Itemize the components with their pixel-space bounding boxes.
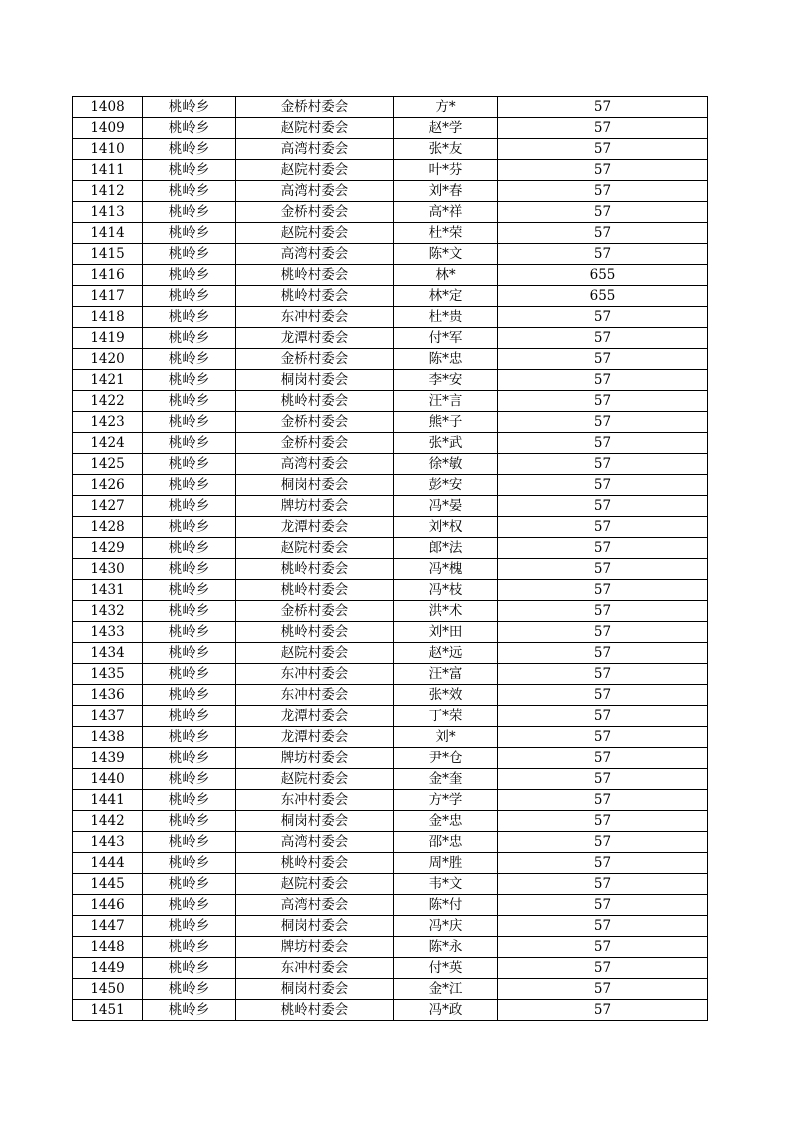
person-name-cell: 汪*富: [394, 664, 498, 685]
table-row: [73, 916, 708, 937]
village-committee-cell: 金桥村委会: [236, 202, 394, 223]
table-row: [73, 370, 708, 391]
amount-cell: 57: [498, 937, 708, 958]
person-name-cell: 彭*安: [394, 475, 498, 496]
table-row: [73, 265, 708, 286]
amount-cell: 57: [498, 244, 708, 265]
township-cell: 桃岭乡: [143, 643, 236, 664]
township-cell: 桃岭乡: [143, 1000, 236, 1021]
amount-cell: 57: [498, 601, 708, 622]
serial-number-cell: 1436: [73, 685, 143, 706]
village-committee-cell: 桐岗村委会: [236, 979, 394, 1000]
township-cell: 桃岭乡: [143, 706, 236, 727]
serial-number-cell: 1432: [73, 601, 143, 622]
person-name-cell: 冯*枝: [394, 580, 498, 601]
township-cell: 桃岭乡: [143, 748, 236, 769]
serial-number-cell: 1418: [73, 307, 143, 328]
person-name-cell: 方*: [394, 97, 498, 118]
village-committee-cell: 桃岭村委会: [236, 1000, 394, 1021]
person-name-cell: 赵*学: [394, 118, 498, 139]
serial-number-cell: 1442: [73, 811, 143, 832]
township-cell: 桃岭乡: [143, 370, 236, 391]
serial-number-cell: 1414: [73, 223, 143, 244]
township-cell: 桃岭乡: [143, 580, 236, 601]
table-row: [73, 769, 708, 790]
serial-number-cell: 1448: [73, 937, 143, 958]
village-committee-cell: 桃岭村委会: [236, 265, 394, 286]
village-committee-cell: 龙潭村委会: [236, 517, 394, 538]
table-row: [73, 979, 708, 1000]
person-name-cell: 郎*法: [394, 538, 498, 559]
village-committee-cell: 赵院村委会: [236, 769, 394, 790]
person-name-cell: 邵*忠: [394, 832, 498, 853]
township-cell: 桃岭乡: [143, 223, 236, 244]
amount-cell: 57: [498, 97, 708, 118]
village-committee-cell: 桐岗村委会: [236, 811, 394, 832]
village-committee-cell: 赵院村委会: [236, 874, 394, 895]
person-name-cell: 冯*政: [394, 1000, 498, 1021]
township-cell: 桃岭乡: [143, 391, 236, 412]
village-committee-cell: 桐岗村委会: [236, 475, 394, 496]
serial-number-cell: 1409: [73, 118, 143, 139]
serial-number-cell: 1411: [73, 160, 143, 181]
serial-number-cell: 1444: [73, 853, 143, 874]
amount-cell: 57: [498, 538, 708, 559]
township-cell: 桃岭乡: [143, 454, 236, 475]
village-committee-cell: 桃岭村委会: [236, 580, 394, 601]
village-committee-cell: 赵院村委会: [236, 643, 394, 664]
township-cell: 桃岭乡: [143, 412, 236, 433]
amount-cell: 57: [498, 139, 708, 160]
township-cell: 桃岭乡: [143, 538, 236, 559]
amount-cell: 57: [498, 517, 708, 538]
township-cell: 桃岭乡: [143, 664, 236, 685]
serial-number-cell: 1428: [73, 517, 143, 538]
amount-cell: 57: [498, 391, 708, 412]
serial-number-cell: 1451: [73, 1000, 143, 1021]
table-row: [73, 832, 708, 853]
serial-number-cell: 1429: [73, 538, 143, 559]
person-name-cell: 刘*春: [394, 181, 498, 202]
amount-cell: 57: [498, 664, 708, 685]
serial-number-cell: 1441: [73, 790, 143, 811]
table-row: [73, 622, 708, 643]
serial-number-cell: 1447: [73, 916, 143, 937]
person-name-cell: 徐*敏: [394, 454, 498, 475]
serial-number-cell: 1425: [73, 454, 143, 475]
village-committee-cell: 金桥村委会: [236, 601, 394, 622]
village-committee-cell: 桐岗村委会: [236, 916, 394, 937]
table-row: [73, 706, 708, 727]
person-name-cell: 洪*术: [394, 601, 498, 622]
person-name-cell: 方*学: [394, 790, 498, 811]
village-committee-cell: 金桥村委会: [236, 412, 394, 433]
amount-cell: 57: [498, 223, 708, 244]
person-name-cell: 林*定: [394, 286, 498, 307]
person-name-cell: 金*奎: [394, 769, 498, 790]
serial-number-cell: 1445: [73, 874, 143, 895]
amount-cell: 57: [498, 979, 708, 1000]
serial-number-cell: 1413: [73, 202, 143, 223]
township-cell: 桃岭乡: [143, 181, 236, 202]
village-committee-cell: 桃岭村委会: [236, 391, 394, 412]
serial-number-cell: 1446: [73, 895, 143, 916]
amount-cell: 57: [498, 958, 708, 979]
amount-cell: 57: [498, 307, 708, 328]
amount-cell: 57: [498, 790, 708, 811]
serial-number-cell: 1426: [73, 475, 143, 496]
township-cell: 桃岭乡: [143, 118, 236, 139]
person-name-cell: 冯*槐: [394, 559, 498, 580]
serial-number-cell: 1437: [73, 706, 143, 727]
township-cell: 桃岭乡: [143, 685, 236, 706]
village-committee-cell: 赵院村委会: [236, 160, 394, 181]
amount-cell: 57: [498, 433, 708, 454]
village-committee-cell: 高湾村委会: [236, 139, 394, 160]
table-row: [73, 517, 708, 538]
village-committee-cell: 牌坊村委会: [236, 937, 394, 958]
township-cell: 桃岭乡: [143, 286, 236, 307]
serial-number-cell: 1435: [73, 664, 143, 685]
roster-table-body: [73, 97, 708, 1021]
person-name-cell: 熊*子: [394, 412, 498, 433]
amount-cell: 57: [498, 643, 708, 664]
township-cell: 桃岭乡: [143, 139, 236, 160]
table-row: [73, 139, 708, 160]
township-cell: 桃岭乡: [143, 496, 236, 517]
village-committee-cell: 高湾村委会: [236, 181, 394, 202]
amount-cell: 57: [498, 202, 708, 223]
person-name-cell: 赵*远: [394, 643, 498, 664]
table-row: [73, 937, 708, 958]
person-name-cell: 陈*文: [394, 244, 498, 265]
person-name-cell: 冯*晏: [394, 496, 498, 517]
township-cell: 桃岭乡: [143, 979, 236, 1000]
table-row: [73, 118, 708, 139]
village-committee-cell: 东冲村委会: [236, 685, 394, 706]
village-committee-cell: 龙潭村委会: [236, 328, 394, 349]
table-row: [73, 244, 708, 265]
village-committee-cell: 牌坊村委会: [236, 496, 394, 517]
person-name-cell: 金*忠: [394, 811, 498, 832]
table-row: [73, 328, 708, 349]
table-row: [73, 538, 708, 559]
amount-cell: 57: [498, 412, 708, 433]
village-committee-cell: 高湾村委会: [236, 895, 394, 916]
amount-cell: 57: [498, 811, 708, 832]
village-committee-cell: 金桥村委会: [236, 433, 394, 454]
table-row: [73, 559, 708, 580]
table-row: [73, 223, 708, 244]
table-row: [73, 391, 708, 412]
table-row: [73, 349, 708, 370]
table-row: [73, 748, 708, 769]
table-row: [73, 454, 708, 475]
amount-cell: 57: [498, 118, 708, 139]
person-name-cell: 尹*仓: [394, 748, 498, 769]
table-row: [73, 1000, 708, 1021]
serial-number-cell: 1408: [73, 97, 143, 118]
serial-number-cell: 1416: [73, 265, 143, 286]
person-name-cell: 张*效: [394, 685, 498, 706]
table-row: [73, 202, 708, 223]
table-row: [73, 181, 708, 202]
township-cell: 桃岭乡: [143, 475, 236, 496]
table-row: [73, 685, 708, 706]
village-committee-cell: 牌坊村委会: [236, 748, 394, 769]
serial-number-cell: 1450: [73, 979, 143, 1000]
village-committee-cell: 东冲村委会: [236, 664, 394, 685]
person-name-cell: 杜*荣: [394, 223, 498, 244]
serial-number-cell: 1433: [73, 622, 143, 643]
table-row: [73, 874, 708, 895]
township-cell: 桃岭乡: [143, 202, 236, 223]
table-row: [73, 643, 708, 664]
table-row: [73, 727, 708, 748]
serial-number-cell: 1419: [73, 328, 143, 349]
person-name-cell: 汪*言: [394, 391, 498, 412]
serial-number-cell: 1421: [73, 370, 143, 391]
amount-cell: 57: [498, 874, 708, 895]
person-name-cell: 张*武: [394, 433, 498, 454]
village-committee-cell: 赵院村委会: [236, 223, 394, 244]
person-name-cell: 韦*文: [394, 874, 498, 895]
village-committee-cell: 金桥村委会: [236, 349, 394, 370]
township-cell: 桃岭乡: [143, 811, 236, 832]
amount-cell: 655: [498, 265, 708, 286]
village-committee-cell: 赵院村委会: [236, 538, 394, 559]
person-name-cell: 付*英: [394, 958, 498, 979]
village-committee-cell: 金桥村委会: [236, 97, 394, 118]
serial-number-cell: 1449: [73, 958, 143, 979]
village-committee-cell: 桃岭村委会: [236, 286, 394, 307]
village-committee-cell: 东冲村委会: [236, 958, 394, 979]
serial-number-cell: 1424: [73, 433, 143, 454]
township-cell: 桃岭乡: [143, 433, 236, 454]
table-row: [73, 958, 708, 979]
township-cell: 桃岭乡: [143, 832, 236, 853]
serial-number-cell: 1434: [73, 643, 143, 664]
amount-cell: 655: [498, 286, 708, 307]
table-row: [73, 496, 708, 517]
township-cell: 桃岭乡: [143, 727, 236, 748]
amount-cell: 57: [498, 160, 708, 181]
person-name-cell: 张*友: [394, 139, 498, 160]
serial-number-cell: 1422: [73, 391, 143, 412]
township-cell: 桃岭乡: [143, 937, 236, 958]
township-cell: 桃岭乡: [143, 160, 236, 181]
serial-number-cell: 1440: [73, 769, 143, 790]
table-row: [73, 790, 708, 811]
person-name-cell: 李*安: [394, 370, 498, 391]
table-row: [73, 307, 708, 328]
amount-cell: 57: [498, 580, 708, 601]
amount-cell: 57: [498, 475, 708, 496]
township-cell: 桃岭乡: [143, 958, 236, 979]
township-cell: 桃岭乡: [143, 349, 236, 370]
amount-cell: 57: [498, 832, 708, 853]
table-row: [73, 97, 708, 118]
township-cell: 桃岭乡: [143, 265, 236, 286]
village-committee-cell: 高湾村委会: [236, 244, 394, 265]
person-name-cell: 杜*贵: [394, 307, 498, 328]
person-name-cell: 周*胜: [394, 853, 498, 874]
serial-number-cell: 1443: [73, 832, 143, 853]
amount-cell: 57: [498, 916, 708, 937]
amount-cell: 57: [498, 853, 708, 874]
township-cell: 桃岭乡: [143, 853, 236, 874]
village-committee-cell: 龙潭村委会: [236, 706, 394, 727]
township-cell: 桃岭乡: [143, 244, 236, 265]
serial-number-cell: 1439: [73, 748, 143, 769]
person-name-cell: 付*军: [394, 328, 498, 349]
table-row: [73, 433, 708, 454]
township-cell: 桃岭乡: [143, 916, 236, 937]
serial-number-cell: 1415: [73, 244, 143, 265]
amount-cell: 57: [498, 496, 708, 517]
person-name-cell: 刘*田: [394, 622, 498, 643]
township-cell: 桃岭乡: [143, 769, 236, 790]
village-committee-cell: 赵院村委会: [236, 118, 394, 139]
village-committee-cell: 桃岭村委会: [236, 622, 394, 643]
person-name-cell: 金*江: [394, 979, 498, 1000]
serial-number-cell: 1417: [73, 286, 143, 307]
person-name-cell: 冯*庆: [394, 916, 498, 937]
table-row: [73, 160, 708, 181]
township-cell: 桃岭乡: [143, 895, 236, 916]
township-cell: 桃岭乡: [143, 97, 236, 118]
person-name-cell: 陈*忠: [394, 349, 498, 370]
serial-number-cell: 1423: [73, 412, 143, 433]
table-row: [73, 895, 708, 916]
person-name-cell: 林*: [394, 265, 498, 286]
table-row: [73, 853, 708, 874]
table-row: [73, 412, 708, 433]
amount-cell: 57: [498, 622, 708, 643]
village-committee-cell: 高湾村委会: [236, 832, 394, 853]
village-committee-cell: 东冲村委会: [236, 307, 394, 328]
serial-number-cell: 1412: [73, 181, 143, 202]
township-cell: 桃岭乡: [143, 559, 236, 580]
table-row: [73, 286, 708, 307]
village-committee-cell: 桃岭村委会: [236, 559, 394, 580]
serial-number-cell: 1410: [73, 139, 143, 160]
township-cell: 桃岭乡: [143, 328, 236, 349]
village-committee-cell: 桃岭村委会: [236, 853, 394, 874]
amount-cell: 57: [498, 454, 708, 475]
amount-cell: 57: [498, 685, 708, 706]
township-cell: 桃岭乡: [143, 601, 236, 622]
township-cell: 桃岭乡: [143, 622, 236, 643]
serial-number-cell: 1427: [73, 496, 143, 517]
amount-cell: 57: [498, 1000, 708, 1021]
serial-number-cell: 1420: [73, 349, 143, 370]
township-cell: 桃岭乡: [143, 517, 236, 538]
person-name-cell: 刘*: [394, 727, 498, 748]
village-committee-cell: 高湾村委会: [236, 454, 394, 475]
person-name-cell: 高*祥: [394, 202, 498, 223]
table-row: [73, 580, 708, 601]
person-name-cell: 陈*付: [394, 895, 498, 916]
person-name-cell: 刘*权: [394, 517, 498, 538]
amount-cell: 57: [498, 727, 708, 748]
township-cell: 桃岭乡: [143, 307, 236, 328]
village-committee-cell: 桐岗村委会: [236, 370, 394, 391]
amount-cell: 57: [498, 748, 708, 769]
table-row: [73, 601, 708, 622]
village-committee-cell: 龙潭村委会: [236, 727, 394, 748]
amount-cell: 57: [498, 349, 708, 370]
table-row: [73, 664, 708, 685]
amount-cell: 57: [498, 328, 708, 349]
township-cell: 桃岭乡: [143, 874, 236, 895]
amount-cell: 57: [498, 769, 708, 790]
roster-table: [72, 96, 708, 1021]
amount-cell: 57: [498, 706, 708, 727]
person-name-cell: 叶*芬: [394, 160, 498, 181]
person-name-cell: 丁*荣: [394, 706, 498, 727]
amount-cell: 57: [498, 895, 708, 916]
serial-number-cell: 1431: [73, 580, 143, 601]
table-row: [73, 811, 708, 832]
person-name-cell: 陈*永: [394, 937, 498, 958]
amount-cell: 57: [498, 370, 708, 391]
serial-number-cell: 1430: [73, 559, 143, 580]
amount-cell: 57: [498, 559, 708, 580]
township-cell: 桃岭乡: [143, 790, 236, 811]
amount-cell: 57: [498, 181, 708, 202]
table-row: [73, 475, 708, 496]
serial-number-cell: 1438: [73, 727, 143, 748]
village-committee-cell: 东冲村委会: [236, 790, 394, 811]
